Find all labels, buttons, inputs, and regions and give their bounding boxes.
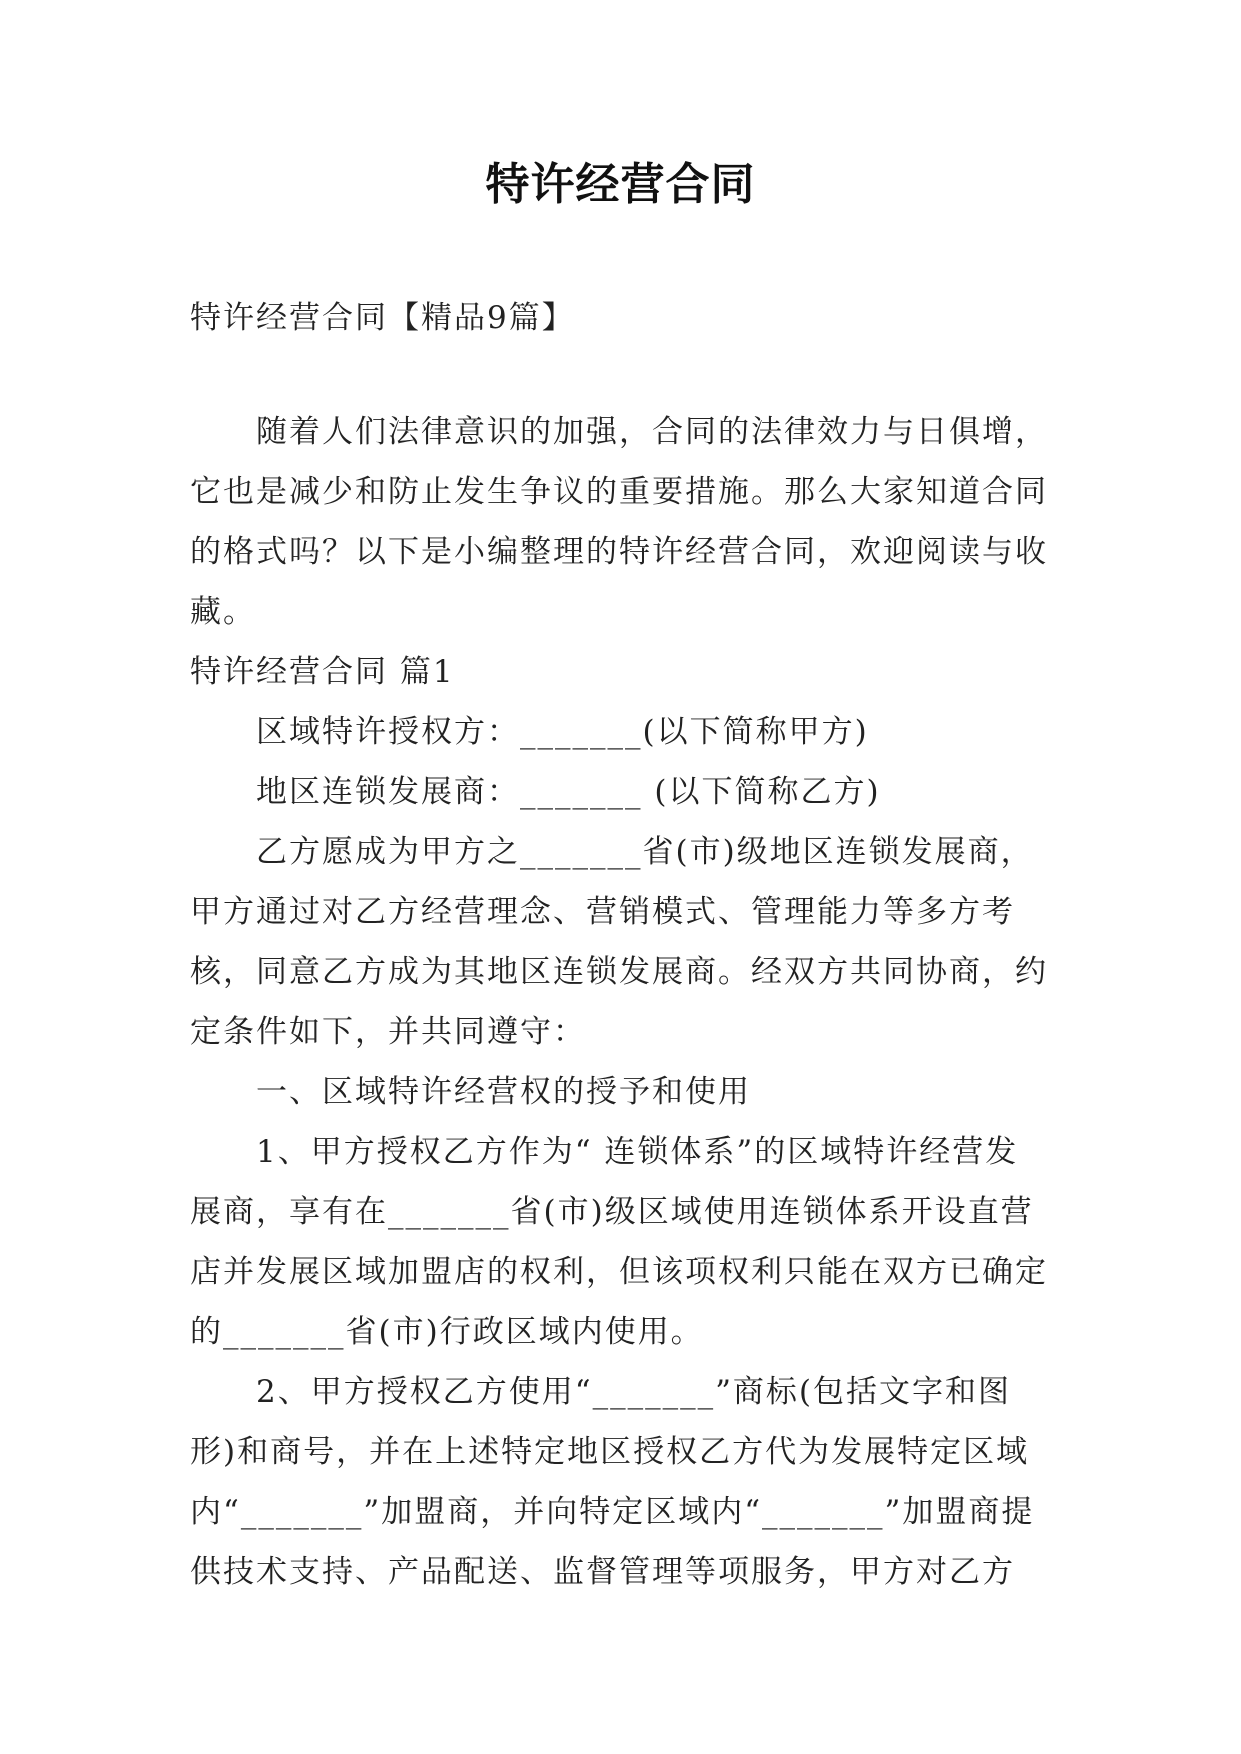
paragraph-agreement: 乙方愿成为甲方之_______省(市)级地区连锁发展商，甲方通过对乙方经营理念、营销模式、管理能力等多方考核，同意乙方成为其地区连锁发展商。经双方共同协商，约定条件如下，并共同遵守： xyxy=(190,834,1048,1050)
paragraph-intro: 随着人们法律意识的加强，合同的法律效力与日俱增，它也是减少和防止发生争议的重要措施。那么大家知道合同的格式吗？以下是小编整理的特许经营合同，欢迎阅读与收藏。 xyxy=(190,414,1048,630)
section-heading: 特许经营合同 篇1 xyxy=(190,654,455,690)
paragraph-party-a: 区域特许授权方：_______(以下简称甲方) xyxy=(256,714,869,750)
paragraph-party-b: 地区连锁发展商：_______ (以下简称乙方) xyxy=(256,774,881,810)
document-subtitle: 特许经营合同【精品9篇】 xyxy=(190,300,575,336)
clause-1: 1、甲方授权乙方作为“ 连锁体系”的区域特许经营发展商，享有在_______省(市)级区域使用连锁体系开设直营店并发展区域加盟店的权利，但该项权利只能在双方已确定的_______省(市)行政区域内使用。 xyxy=(190,1134,1048,1350)
document-title: 特许经营合同 xyxy=(485,159,756,210)
document-body xyxy=(190,402,1050,1602)
clause-heading: 一、区域特许经营权的授予和使用 xyxy=(256,1074,751,1110)
clause-2: 2、甲方授权乙方使用“_______”商标(包括文字和图形)和商号，并在上述特定地区授权乙方代为发展特定区域内“_______”加盟商，并向特定区域内“_______”加盟商提供技术支持、产品配送、监督管理等项服务，甲方对乙方 xyxy=(190,1374,1035,1590)
